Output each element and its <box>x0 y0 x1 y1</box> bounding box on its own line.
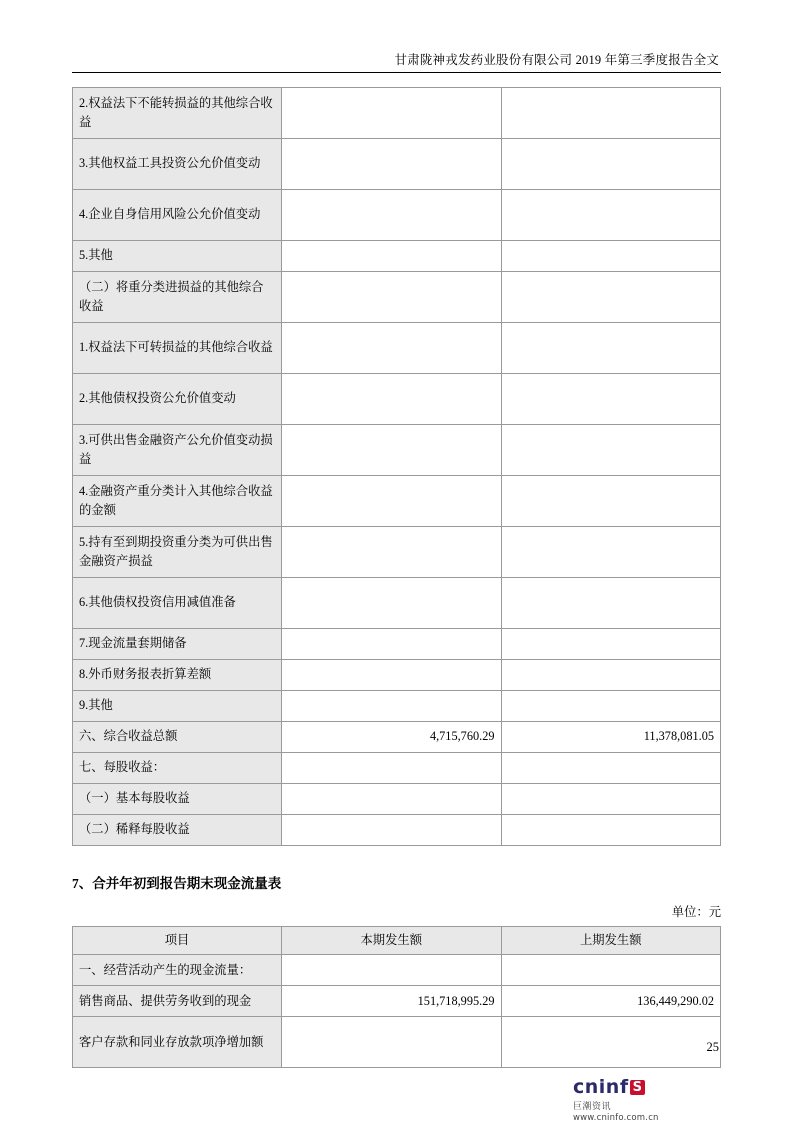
row-value-current <box>282 753 502 784</box>
comprehensive-income-table-body <box>73 88 721 846</box>
row-label: （一）基本每股收益 <box>73 784 282 815</box>
row-value-prior <box>501 88 721 139</box>
table-row <box>73 88 721 139</box>
comprehensive-income-table <box>72 87 721 846</box>
row-value-prior <box>501 629 721 660</box>
unit-label: 单位：元 <box>671 905 721 919</box>
row-value-current <box>282 660 502 691</box>
table-header-row <box>73 927 721 955</box>
cashflow-table-body <box>73 955 721 1068</box>
table-row <box>73 578 721 629</box>
row-label: 一、经营活动产生的现金流量： <box>73 955 282 986</box>
row-value-prior <box>501 323 721 374</box>
column-header-current: 本期发生额 <box>282 927 502 955</box>
table-row <box>73 815 721 846</box>
row-value-current <box>282 272 502 323</box>
table-row <box>73 691 721 722</box>
row-value-prior <box>501 660 721 691</box>
row-value-prior <box>501 241 721 272</box>
table-row <box>73 241 721 272</box>
row-value-current <box>282 1017 502 1068</box>
table-row <box>73 323 721 374</box>
page-header <box>72 0 721 68</box>
logo-subtitle <box>573 1099 723 1112</box>
table-row <box>73 476 721 527</box>
header-title: 甘肃陇神戎发药业股份有限公司 2019 年第三季度报告全文 <box>394 53 719 67</box>
row-label: 六、综合收益总额 <box>73 722 282 753</box>
row-label: 4.企业自身信用风险公允价值变动 <box>73 190 282 241</box>
row-value-prior <box>501 139 721 190</box>
row-value-current <box>282 784 502 815</box>
row-value-prior <box>501 476 721 527</box>
row-label: 5.持有至到期投资重分类为可供出售金融资产损益 <box>73 527 282 578</box>
row-label: 4.金融资产重分类计入其他综合收益的金额 <box>73 476 282 527</box>
row-value-prior <box>501 1017 721 1068</box>
row-value-prior <box>501 955 721 986</box>
table-row <box>73 527 721 578</box>
row-value-prior <box>501 815 721 846</box>
cashflow-table-head <box>73 927 721 955</box>
row-label: 8.外币财务报表折算差额 <box>73 660 282 691</box>
table-row <box>73 753 721 784</box>
row-value-current <box>282 323 502 374</box>
header-divider <box>72 72 721 73</box>
row-value-current <box>282 476 502 527</box>
logo-wordmark: cninf <box>573 1076 629 1098</box>
row-label: 客户存款和同业存放款项净增加额 <box>73 1017 282 1068</box>
row-value-prior <box>501 753 721 784</box>
row-value-current <box>282 139 502 190</box>
table-row <box>73 784 721 815</box>
row-value-current <box>282 374 502 425</box>
row-value-current: 4,715,760.29 <box>282 722 502 753</box>
row-label: （二）将重分类进损益的其他综合收益 <box>73 272 282 323</box>
row-label: 2.权益法下不能转损益的其他综合收益 <box>73 88 282 139</box>
logo-mark-icon: S <box>630 1080 645 1095</box>
row-value-prior: 11,378,081.05 <box>501 722 721 753</box>
row-label: 2.其他债权投资公允价值变动 <box>73 374 282 425</box>
table-row <box>73 190 721 241</box>
row-value-current <box>282 241 502 272</box>
table-row <box>73 722 721 753</box>
row-value-current <box>282 815 502 846</box>
row-label: 5.其他 <box>73 241 282 272</box>
row-value-prior <box>501 578 721 629</box>
row-label: 3.可供出售金融资产公允价值变动损益 <box>73 425 282 476</box>
row-value-prior: 136,449,290.02 <box>501 986 721 1017</box>
table-row <box>73 425 721 476</box>
row-value-prior <box>501 190 721 241</box>
table-row <box>73 374 721 425</box>
row-label: 1.权益法下可转损益的其他综合收益 <box>73 323 282 374</box>
table-row <box>73 629 721 660</box>
row-value-current <box>282 629 502 660</box>
row-label: 9.其他 <box>73 691 282 722</box>
logo-chinese-name: 巨潮资讯 <box>573 1102 612 1112</box>
section-title: 7、合并年初到报告期末现金流量表 <box>72 876 282 891</box>
row-value-prior <box>501 374 721 425</box>
table-row <box>73 955 721 986</box>
row-label: 七、每股收益： <box>73 753 282 784</box>
table-row <box>73 660 721 691</box>
row-label: 7.现金流量套期储备 <box>73 629 282 660</box>
logo-url: www.cninfo.com.cn <box>573 1113 659 1123</box>
row-value-prior <box>501 527 721 578</box>
table-row <box>73 986 721 1017</box>
row-label: （二）稀释每股收益 <box>73 815 282 846</box>
row-value-current <box>282 425 502 476</box>
row-value-prior <box>501 691 721 722</box>
row-value-current: 151,718,995.29 <box>282 986 502 1017</box>
row-value-current <box>282 955 502 986</box>
row-label: 3.其他权益工具投资公允价值变动 <box>73 139 282 190</box>
page-number: 25 <box>706 1040 719 1054</box>
cashflow-table <box>72 926 721 1068</box>
row-value-prior <box>501 784 721 815</box>
table-row <box>73 139 721 190</box>
row-value-current <box>282 190 502 241</box>
row-value-prior <box>501 272 721 323</box>
cninfo-logo <box>573 1076 723 1123</box>
row-value-current <box>282 88 502 139</box>
row-value-current <box>282 527 502 578</box>
row-label: 销售商品、提供劳务收到的现金 <box>73 986 282 1017</box>
table-row <box>73 272 721 323</box>
row-value-current <box>282 691 502 722</box>
table-row <box>73 1017 721 1068</box>
row-label: 6.其他债权投资信用减值准备 <box>73 578 282 629</box>
column-header-item: 项目 <box>73 927 282 955</box>
row-value-current <box>282 578 502 629</box>
row-value-prior <box>501 425 721 476</box>
column-header-prior: 上期发生额 <box>501 927 721 955</box>
